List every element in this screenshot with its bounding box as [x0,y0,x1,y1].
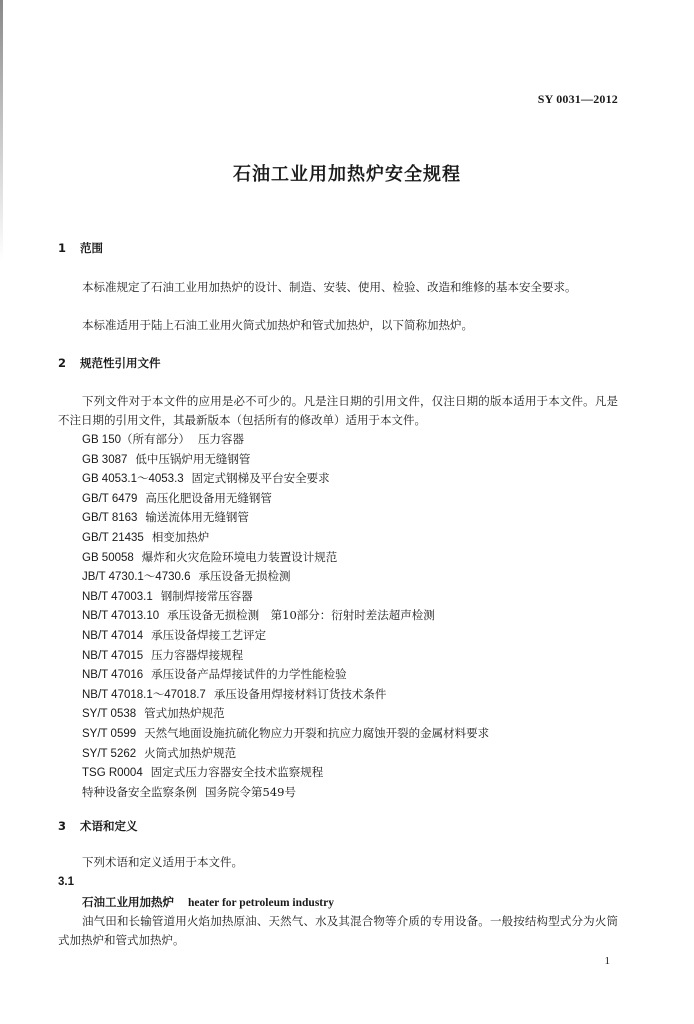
reference-title: 固定式钢梯及平台安全要求 [191,471,330,486]
reference-title: 管式加热炉规范 [144,706,225,721]
reference-item [82,508,489,528]
reference-title: 爆炸和火灾危险环境电力装置设计规范 [141,549,338,564]
reference-title: 天然气地面设施抗硫化物应力开裂和抗应力腐蚀开裂的金属材料要求 [144,725,490,740]
reference-item [82,704,489,724]
term-definition: 油气田和长输管道用火焰加热原油、天然气、水及其混合物等介质的专用设备。一般按结构型式分为火筒式加热炉和管式加热炉。 [58,914,618,947]
reference-code: GB/T 8163 [82,512,138,525]
reference-item [82,567,489,587]
reference-code: TSG R0004 [82,767,143,780]
reference-code: SY/T 0599 [82,727,137,740]
reference-title: 承压设备产品焊接试件的力学性能检验 [151,667,347,682]
page-number: 1 [604,955,610,967]
reference-item [82,548,489,568]
terms-intro: 下列术语和定义适用于本文件。 [82,855,243,869]
reference-item [82,646,489,666]
reference-item [82,665,489,685]
reference-title: 低中压锅炉用无缝钢管 [135,451,251,466]
reference-title: 国务院令第549号 [205,784,296,799]
section-number: 2 [58,356,67,370]
reference-item [82,469,489,489]
reference-item [82,587,489,607]
reference-item [82,744,489,764]
section-title: 术语和定义 [80,819,138,833]
section-3-heading [58,818,138,834]
reference-title: 输送流体用无缝钢管 [145,510,249,525]
reference-code: 特种设备安全监察条例 [82,786,197,799]
reference-item [82,626,489,646]
reference-title: 承压设备用焊接材料订货技术条件 [213,686,387,701]
reference-code: NB/T 47013.10 [82,610,160,623]
reference-code: NB/T 47016 [82,669,144,682]
section-title: 范围 [80,241,103,255]
term-chinese: 石油工业用加热炉 [82,895,174,909]
reference-list [82,430,489,802]
reference-code: NB/T 47015 [82,649,144,662]
reference-title: 相变加热炉 [151,529,210,544]
reference-title: 钢制焊接常压容器 [160,588,253,603]
scan-edge-shadow [0,0,3,260]
term-entry [82,894,334,910]
reference-item [82,489,489,509]
reference-title: 承压设备焊接工艺评定 [151,627,267,642]
reference-title: 火筒式加热炉规范 [144,745,237,760]
reference-title: 压力容器焊接规程 [151,647,244,662]
reference-item [82,783,489,803]
section-number: 3 [58,819,67,833]
reference-code: NB/T 47014 [82,629,144,642]
reference-code: GB 150（所有部分） [82,434,190,446]
reference-item [82,685,489,705]
scope-paragraph-1: 本标准规定了石油工业用加热炉的设计、制造、安装、使用、检验、改造和维修的基本安全要求。 [82,280,577,294]
term-english: heater for petroleum industry [188,897,334,909]
reference-code: GB 50058 [82,551,134,564]
reference-title: 压力容器 [198,432,244,446]
reference-item [82,606,489,626]
reference-code: GB/T 21435 [82,531,144,544]
reference-item [82,763,489,783]
reference-title: 承压设备无损检测 第10部分：衍射时差法超声检测 [167,608,435,623]
reference-code: GB 3087 [82,453,128,466]
reference-item [82,450,489,470]
section-number: 1 [58,241,67,255]
reference-title: 固定式压力容器安全技术监察规程 [150,765,324,780]
section-title: 规范性引用文件 [80,356,161,370]
section-2-heading [58,355,161,371]
reference-code: SY/T 0538 [82,708,137,721]
document-title: 石油工业用加热炉安全规程 [233,164,461,185]
reference-item [82,528,489,548]
reference-code: NB/T 47003.1 [82,590,153,603]
reference-code: GB 4053.1～4053.3 [82,473,184,486]
references-intro: 下列文件对于本文件的应用是必不可少的。凡是注日期的引用文件，仅注日期的版本适用于本文件。凡是不注日期的引用文件，其最新版本（包括所有的修改单）适用于本文件。 [58,394,618,427]
scope-paragraph-2: 本标准适用于陆上石油工业用火筒式加热炉和管式加热炉，以下简称加热炉。 [82,318,473,332]
standard-code: SY 0031—2012 [537,92,618,106]
reference-code: JB/T 4730.1～4730.6 [82,571,191,584]
reference-item [82,430,489,450]
section-1-heading [58,240,103,256]
reference-title: 高压化肥设备用无缝钢管 [145,490,272,505]
reference-title: 承压设备无损检测 [198,569,291,584]
clause-number: 3.1 [58,876,74,888]
reference-code: GB/T 6479 [82,492,138,505]
reference-item [82,724,489,744]
reference-code: NB/T 47018.1～47018.7 [82,688,206,701]
reference-code: SY/T 5262 [82,747,137,760]
